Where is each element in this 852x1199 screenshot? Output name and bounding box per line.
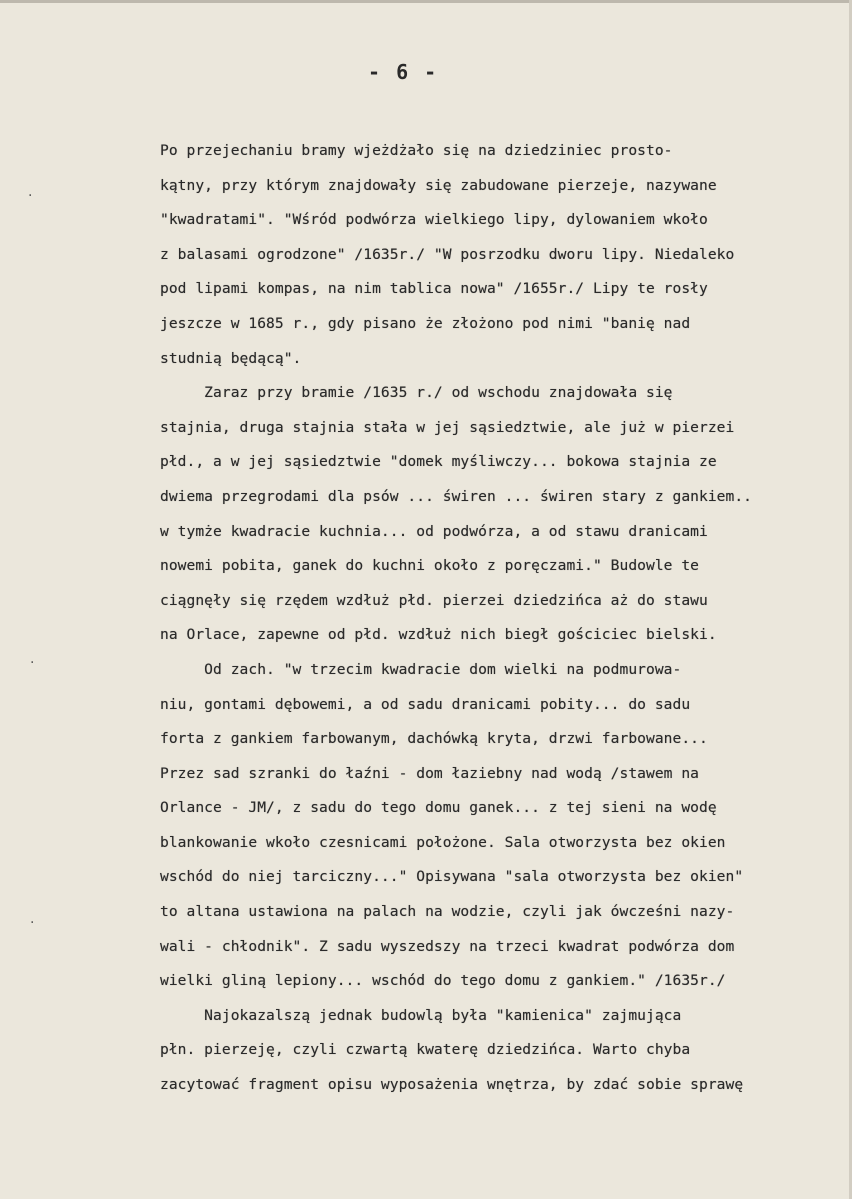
text-line: to altana ustawiona na palach na wodzie, czyli jak ówcześni nazy-: [160, 903, 735, 921]
body-text: [160, 134, 850, 1103]
text-line: jeszcze w 1685 r., gdy pisano że złożono pod nimi "banię nad: [160, 314, 691, 332]
text-line: ciągnęły się rzędem wzdłuż płd. pierzei dziedzińca aż do stawu: [160, 591, 708, 609]
text-line: blankowanie wkoło czesnicami położone. Sala otworzysta bez okien: [160, 833, 726, 851]
text-line: zacytować fragment opisu wyposażenia wnętrza, by zdać sobie sprawę: [160, 1076, 744, 1094]
text-line: płn. pierzeję, czyli czwartą kwaterę dziedzińca. Warto chyba: [160, 1041, 691, 1059]
text-line: nowemi pobita, ganek do kuchni około z poręczami." Budowle te: [160, 557, 700, 575]
text-line: studnią będącą".: [160, 349, 302, 367]
page-number: - 6 -: [368, 60, 439, 84]
text-line: z balasami ogrodzone" /1635r./ "W posrzodku dworu lipy. Niedaleko: [160, 245, 735, 263]
text-line: forta z gankiem farbowanym, dachówką kryta, drzwi farbowane...: [160, 730, 708, 748]
text-line: płd., a w jej sąsiedztwie "domek myśliwczy... bokowa stajnia ze: [160, 453, 717, 471]
text-line: wali - chłodnik". Z sadu wyszedszy na trzeci kwadrat podwórza dom: [160, 937, 735, 955]
text-line: Od zach. "w trzecim kwadracie dom wielki na podmurowa-: [160, 660, 682, 678]
text-line: kątny, przy którym znajdowały się zabudowane pierzeje, nazywane: [160, 176, 717, 194]
margin-mark: ·: [28, 188, 33, 204]
page-top-edge: [0, 0, 852, 3]
text-line: stajnia, druga stajnia stała w jej sąsiedztwie, ale już w pierzei: [160, 418, 735, 436]
text-line: w tymże kwadracie kuchnia... od podwórza, a od stawu dranicami: [160, 522, 708, 540]
text-line: Zaraz przy bramie /1635 r./ od wschodu znajdowała się: [160, 384, 673, 402]
text-line: Orlance - JM/, z sadu do tego domu ganek... z tej sieni na wodę: [160, 799, 717, 817]
text-line: wschód do niej tarciczny..." Opisywana "sala otworzysta bez okien": [160, 868, 744, 886]
text-line: "kwadratami". "Wśród podwórza wielkiego lipy, dylowaniem wkoło: [160, 211, 708, 229]
text-line: Najokazalszą jednak budowlą była "kamienica" zajmująca: [160, 1006, 682, 1024]
text-line: dwiema przegrodami dla psów ... świren ... świren stary z gankiem..: [160, 487, 753, 505]
text-line: niu, gontami dębowemi, a od sadu dranicami pobity... do sadu: [160, 695, 691, 713]
margin-mark: ·: [30, 655, 35, 671]
text-line: Po przejechaniu bramy wjeżdżało się na dziedziniec prosto-: [160, 142, 673, 159]
text-line: wielki gliną lepiony... wschód do tego domu z gankiem." /1635r./: [160, 972, 726, 990]
text-line: pod lipami kompas, na nim tablica nowa" /1655r./ Lipy te rosły: [160, 280, 708, 298]
margin-mark: ·: [30, 915, 35, 931]
text-line: na Orlace, zapewne od płd. wzdłuż nich biegł gościciec bielski.: [160, 626, 717, 644]
text-line: Przez sad szranki do łaźni - dom łaziebny nad wodą /stawem na: [160, 764, 700, 782]
